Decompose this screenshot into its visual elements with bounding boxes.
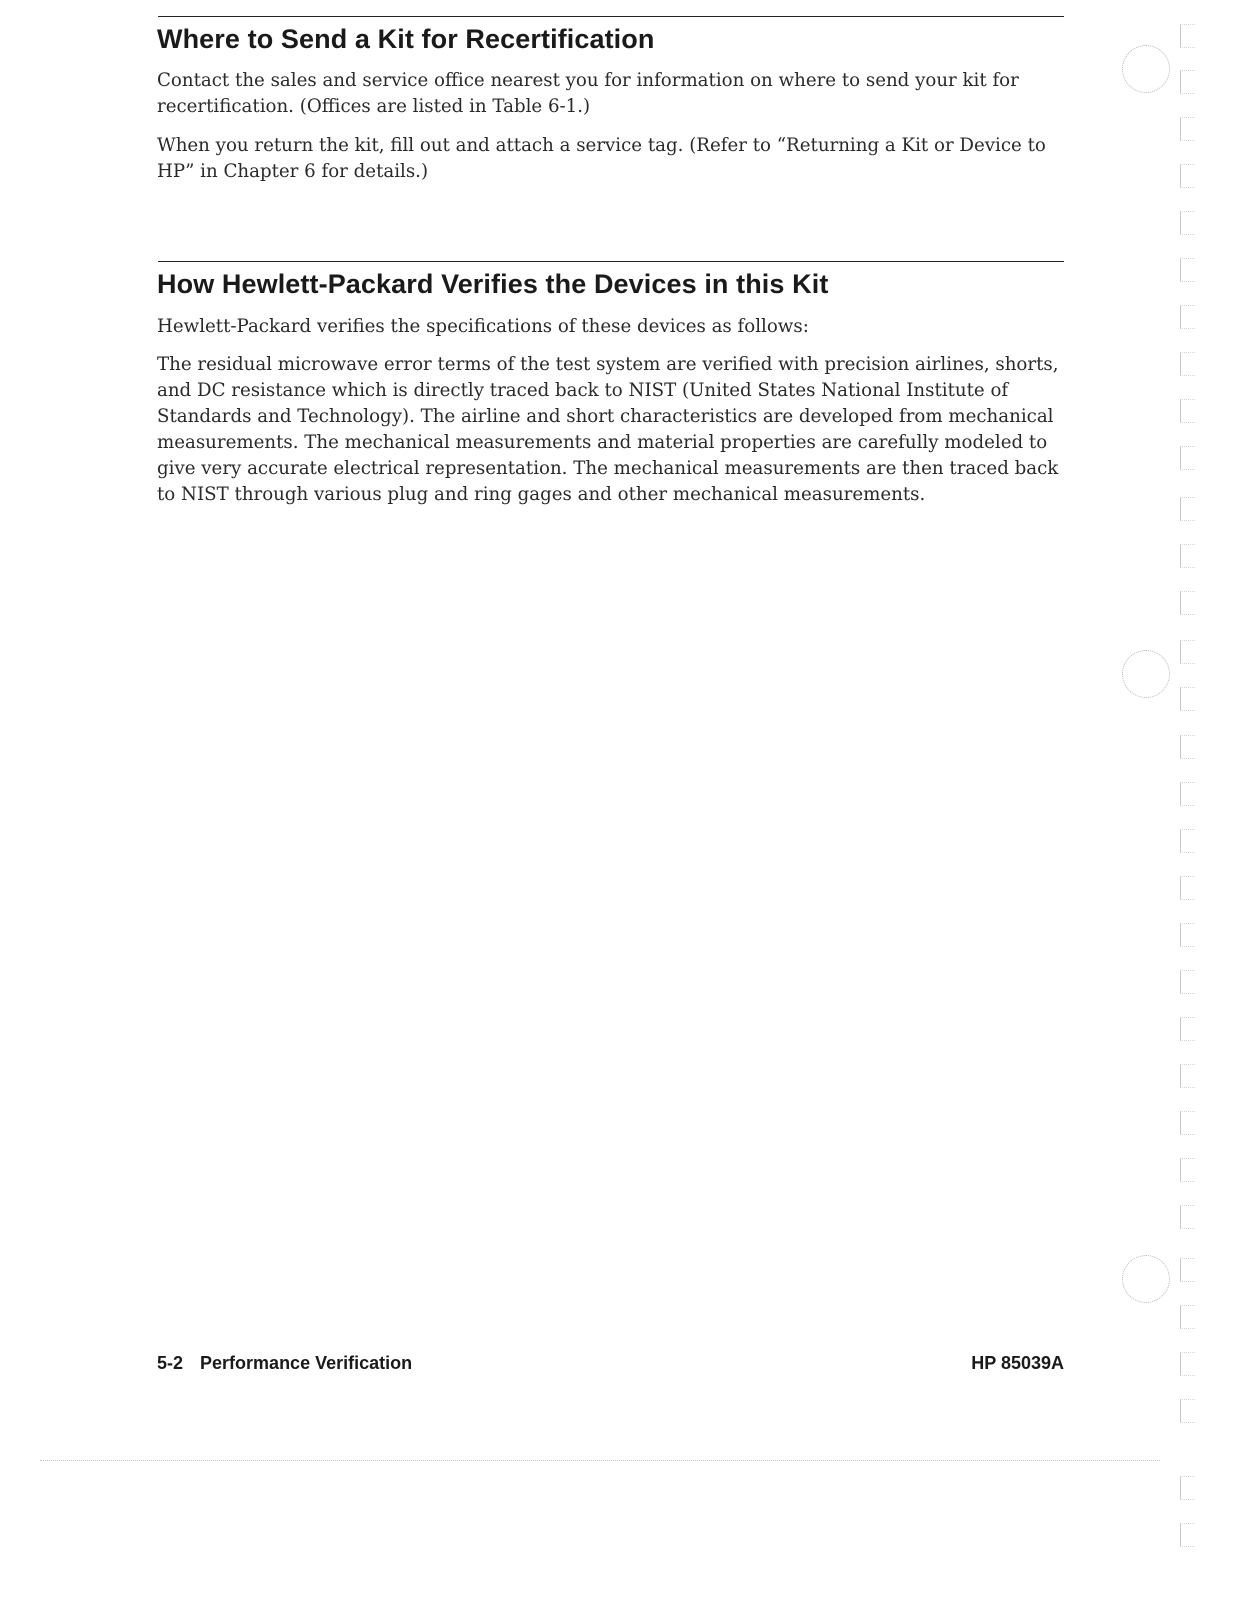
binder-slot xyxy=(1180,1258,1195,1282)
binder-slot xyxy=(1180,497,1195,521)
product-number: HP 85039A xyxy=(971,1353,1064,1373)
binder-slot xyxy=(1180,591,1195,615)
binder-slot xyxy=(1180,687,1195,711)
binder-slot xyxy=(1180,164,1195,188)
binder-slot xyxy=(1180,258,1195,282)
binder-slot xyxy=(1180,446,1195,470)
chapter-title: Performance Verification xyxy=(200,1353,413,1373)
binder-slot xyxy=(1180,70,1195,94)
section-divider xyxy=(158,261,1064,262)
binder-slot xyxy=(1180,1158,1195,1182)
binder-slot xyxy=(1180,24,1195,48)
binder-slot xyxy=(1180,211,1195,235)
binder-slot xyxy=(1180,117,1195,141)
binder-slot xyxy=(1180,1017,1195,1041)
binder-slot xyxy=(1180,735,1195,759)
binder-slot xyxy=(1180,1476,1195,1500)
binder-slot xyxy=(1180,1305,1195,1329)
binder-slot xyxy=(1180,829,1195,853)
binder-slot xyxy=(1180,1399,1195,1423)
binder-slot xyxy=(1180,352,1195,376)
page-edge-line xyxy=(40,1460,1160,1461)
binder-slot xyxy=(1180,970,1195,994)
binder-hole xyxy=(1122,1255,1170,1303)
section-heading-verification: How Hewlett-Packard Verifies the Devices in this Kit xyxy=(157,269,829,299)
section-heading-recertification: Where to Send a Kit for Recertification xyxy=(157,24,655,54)
binder-slot xyxy=(1180,544,1195,568)
binder-slot xyxy=(1180,782,1195,806)
binder-slot xyxy=(1180,1064,1195,1088)
paragraph-verification-intro: Hewlett-Packard verifies the specifications of these devices as follows: xyxy=(157,316,809,337)
binder-hole xyxy=(1122,45,1170,93)
binder-slot xyxy=(1180,1352,1195,1376)
binder-slot xyxy=(1180,1111,1195,1135)
paragraph-contact-office: Contact the sales and service office nearest you for information on where to send your kit for recertification. (Offices are listed in Table 6-1.) xyxy=(157,70,1019,117)
binder-slot xyxy=(1180,1523,1195,1547)
section-divider xyxy=(158,16,1064,17)
binder-hole xyxy=(1122,650,1170,698)
paragraph-return-kit: When you return the kit, fill out and attach a service tag. (Refer to “Returning a Kit or Device to HP” in Chapter 6 for details.) xyxy=(157,135,1046,182)
binder-slot xyxy=(1180,399,1195,423)
binder-slot xyxy=(1180,923,1195,947)
page-number: 5-2 xyxy=(157,1353,184,1373)
binder-slot xyxy=(1180,640,1195,664)
binder-slot xyxy=(1180,305,1195,329)
binder-slot xyxy=(1180,1205,1195,1229)
paragraph-verification-details: The residual microwave error terms of the test system are verified with precision airlines, shorts, and DC resistance which is directly traced back to NIST (United States National Institute of Standards and Technology). The airline and short characteristics are developed from mechanical measurements. The mechanical measurements and material properties are carefully modeled to give very accurate electrical representation. The mechanical measurements are then traced back to NIST through various plug and ring gages and other mechanical measurements. xyxy=(157,354,1059,505)
page-footer-left xyxy=(157,1353,412,1374)
binder-slot xyxy=(1180,876,1195,900)
